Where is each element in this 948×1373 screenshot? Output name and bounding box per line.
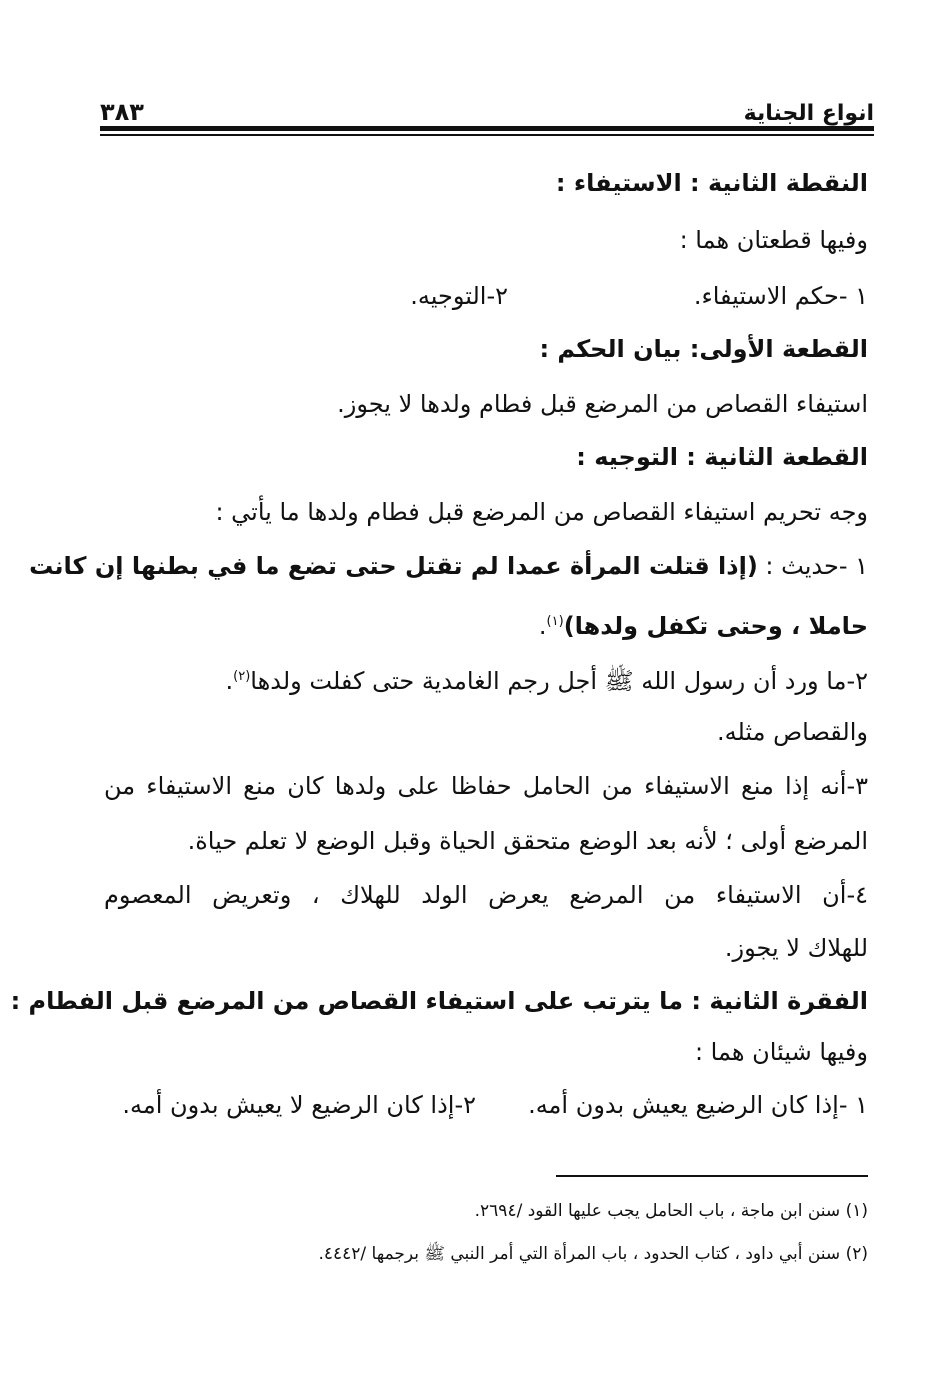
reason-4-line-1: ٤-أن الاستيفاء من المرضع يعرض الولد للهلاك ، وتعريض المعصوم [104, 881, 868, 909]
part-item-2: ٢-التوجيه. [410, 282, 508, 310]
running-title: انواع الجناية [743, 101, 874, 126]
part-item-1: ١ -حكم الاستيفاء. [693, 282, 868, 310]
reason-2-line-2: والقصاص مثله. [716, 718, 868, 746]
intro-two-parts: وفيها قطعتان هما : [679, 226, 868, 254]
reason-3-line-1: ٣-أنه إذا منع الاستيفاء من الحامل حفاظا على ولدها كان منع الاستيفاء من [104, 772, 868, 800]
heading-point-2: النقطة الثانية : الاستيفاء : [555, 169, 868, 197]
footnote-2: (٢) سنن أبي داود ، كتاب الحدود ، باب المرأة التي أمر النبي ﷺ برجمها /٤٤٤٢. [318, 1244, 868, 1264]
case-item-2: ٢-إذا كان الرضيع لا يعيش بدون أمه. [122, 1091, 476, 1119]
intro-two-things: وفيها شيئان هما : [694, 1038, 868, 1066]
heading-section-2: الفقرة الثانية : ما يترتب على استيفاء القصاص من المرضع قبل الفطام : [10, 987, 868, 1015]
reason-1-line-1 [29, 546, 868, 586]
reason-2-text: ٢-ما ورد أن رسول الله ﷺ أجل رجم الغامدية حتى كفلت ولدها [250, 667, 868, 695]
header-rule-thin [100, 134, 874, 136]
footnote-ref-2: (٢) [233, 669, 251, 684]
reason-1-line-2: حاملا ، وحتى تكفل ولدها)$^{(١)}$. [538, 612, 868, 640]
reason-1-prefix: ١ -حديث : [757, 552, 868, 580]
ruling-text: استيفاء القصاص من المرضع قبل فطام ولدها لا يجوز. [337, 390, 868, 418]
case-item-1: ١ -إذا كان الرضيع يعيش بدون أمه. [528, 1091, 868, 1119]
footnote-1: (١) سنن ابن ماجة ، باب الحامل يجب عليها القود /٢٦٩٤. [474, 1201, 868, 1221]
reason-3-line-2: المرضع أولى ؛ لأنه بعد الوضع متحقق الحياة وقبل الوضع لا تعلم حياة. [187, 827, 868, 855]
header-rule-thick [100, 126, 874, 131]
footnote-ref-1: (١) [546, 614, 564, 629]
rationale-intro: وجه تحريم استيفاء القصاص من المرضع قبل فطام ولدها ما يأتي : [215, 498, 868, 526]
reason-2-line-1: ٢-ما ورد أن رسول الله ﷺ أجل رجم الغامدية حتى كفلت ولدها$^{(٢)}$. [225, 667, 868, 695]
reason-4-line-2: للهلاك لا يجوز. [724, 934, 868, 962]
heading-part-1: القطعة الأولى: بيان الحكم : [539, 335, 868, 363]
page-header [100, 88, 874, 126]
page-number: ٣٨٣ [100, 98, 144, 126]
heading-part-2: القطعة الثانية : التوجيه : [576, 443, 868, 471]
reason-1-hadith-part-2: حاملا ، وحتى تكفل ولدها) [563, 612, 868, 640]
footnote-separator [556, 1175, 868, 1177]
reason-1-hadith-part-1: (إذا قتلت المرأة عمدا لم تقتل حتى تضع ما في بطنها إن كانت [29, 552, 758, 580]
